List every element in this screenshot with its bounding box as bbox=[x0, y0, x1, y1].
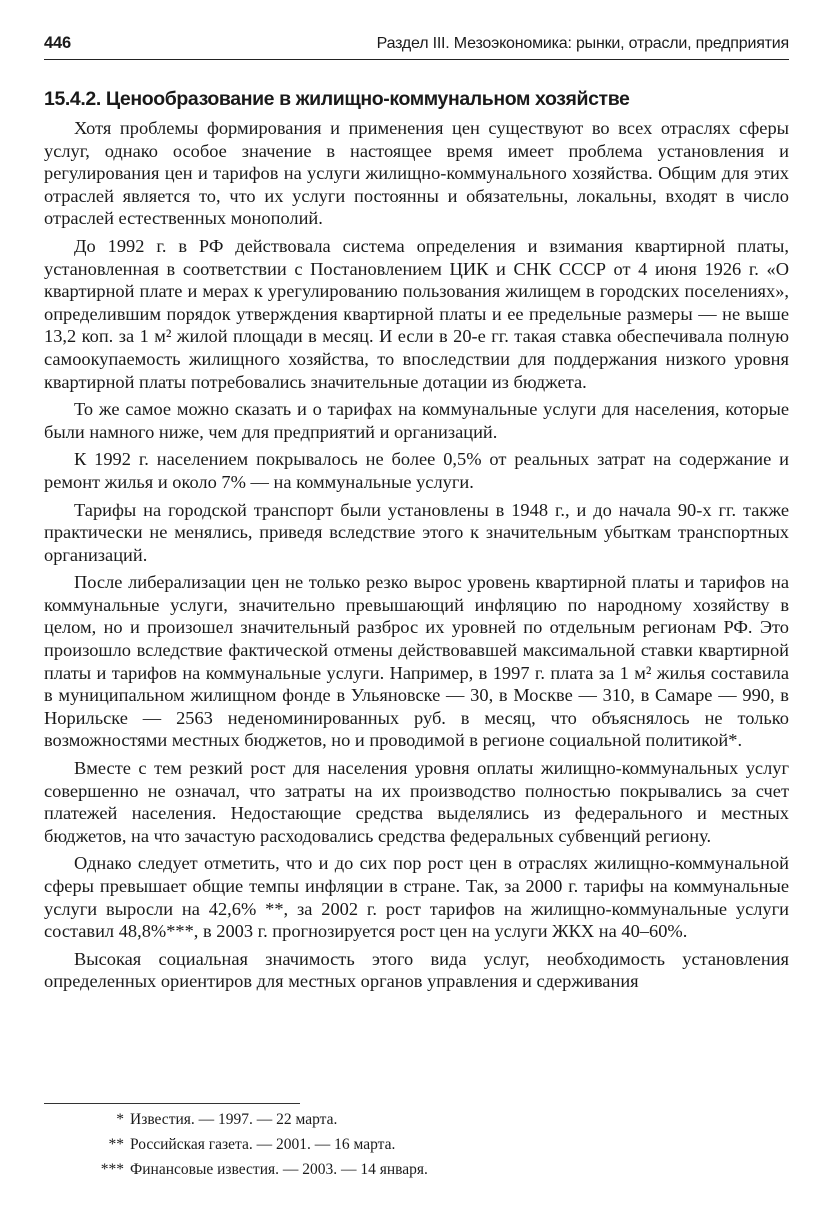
paragraph: После либерализации цен не только резко вырос уровень квартирной платы и тарифов на коммунальные услуги, значительно превышающий инфляцию по народному хозяйству в целом, но и произошел значительный разброс их уровней по отдельным регионам РФ. Это произошло вследствие фактической отмены действовавшей максимальной ставки квартирной платы и тарифов на коммунальные услуги. Например, в 1997 г. плата за 1 м² жилья составила в муниципальном жилищном фонде в Ульяновске — 30, в Москве — 310, в Самаре — 990, в Норильске — 2563 неденоминированных руб. в месяц, что объяснялось не только возможностями местных бюджетов, но и проводимой в регионе социальной политикой*. bbox=[44, 572, 789, 751]
footnote-divider bbox=[44, 1103, 300, 1104]
footnote bbox=[44, 1107, 789, 1132]
section-title: Раздел III. Мезоэкономика: рынки, отрасли, предприятия bbox=[376, 35, 789, 52]
footnotes bbox=[44, 1107, 789, 1182]
footnote-text: Российская газета. — 2001. — 16 марта. bbox=[130, 1136, 396, 1153]
paragraph: Высокая социальная значимость этого вида услуг, необходимость установления определенных ориентиров для местных органов управления и сдерживания bbox=[44, 948, 789, 992]
paragraph: До 1992 г. в РФ действовала система определения и взимания квартирной платы, установленная в соответствии с Постановлением ЦИК и СНК СССР от 4 июня 1926 г. «О квартирной плате и мерах к урегулированию пользования жилищем в городских поселениях», определившим порядок утверждения квартирной платы и ее предельные размеры — не выше 13,2 коп. за 1 м² жилой площади в месяц. И если в 20-е гг. такая ставка обеспечивала полную самоокупаемость жилищного хозяйства, то впоследствии для поддержания низкого уровня квартирной платы потребовались значительные дотации из бюджета. bbox=[44, 235, 789, 392]
footnote-text: Финансовые известия. — 2003. — 14 января. bbox=[130, 1161, 428, 1178]
body-text bbox=[44, 117, 789, 998]
running-header bbox=[44, 34, 789, 60]
page-number: 446 bbox=[44, 34, 71, 52]
footnote-mark: *** bbox=[100, 1161, 124, 1178]
paragraph: Вместе с тем резкий рост для населения уровня оплаты жилищно-коммунальных услуг совершенно не означал, что затраты на их производство полностью покрывались за счет платежей населения. Недостающие средства выделялись из федерального и местных бюджетов, на что зачастую расходовались средства федеральных субвенций региону. bbox=[44, 758, 789, 846]
footnote-mark: * bbox=[116, 1111, 124, 1128]
paragraph: Хотя проблемы формирования и применения цен существуют во всех отраслях сферы услуг, однако особое значение в настоящее время имеет проблема установления и регулирования цен и тарифов на услуги жилищно-коммунального хозяйства. Общим для этих отраслей является то, что их услуги постоянны и обязательны, локальны, входят в число отраслей естественных монополий. bbox=[44, 118, 789, 229]
subsection-heading: 15.4.2. Ценообразование в жилищно-коммунальном хозяйстве bbox=[44, 88, 630, 110]
footnote-mark: ** bbox=[108, 1136, 124, 1153]
footnote bbox=[44, 1132, 789, 1157]
paragraph: Однако следует отметить, что и до сих пор рост цен в отраслях жилищно-коммунальной сферы превышает общие темпы инфляции в стране. Так, за 2000 г. тарифы на коммунальные услуги выросли на 42,6% **, за 2002 г. рост тарифов на жилищно-коммунальные услуги составил 48,8%***, в 2003 г. прогнозируется рост цен на услуги ЖКХ на 40–60%. bbox=[44, 853, 789, 942]
paragraph: То же самое можно сказать и о тарифах на коммунальные услуги для населения, которые были намного ниже, чем для предприятий и организаций. bbox=[44, 399, 789, 442]
paragraph: К 1992 г. населением покрывалось не более 0,5% от реальных затрат на содержание и ремонт жилья и около 7% — на коммунальные услуги. bbox=[44, 449, 789, 492]
paragraph: Тарифы на городской транспорт были установлены в 1948 г., и до начала 90-х гг. также практически не менялись, приведя вследствие этого к значительным убыткам транспортных организаций. bbox=[44, 499, 789, 565]
footnote-text: Известия. — 1997. — 22 марта. bbox=[130, 1111, 338, 1128]
footnote bbox=[44, 1157, 789, 1182]
